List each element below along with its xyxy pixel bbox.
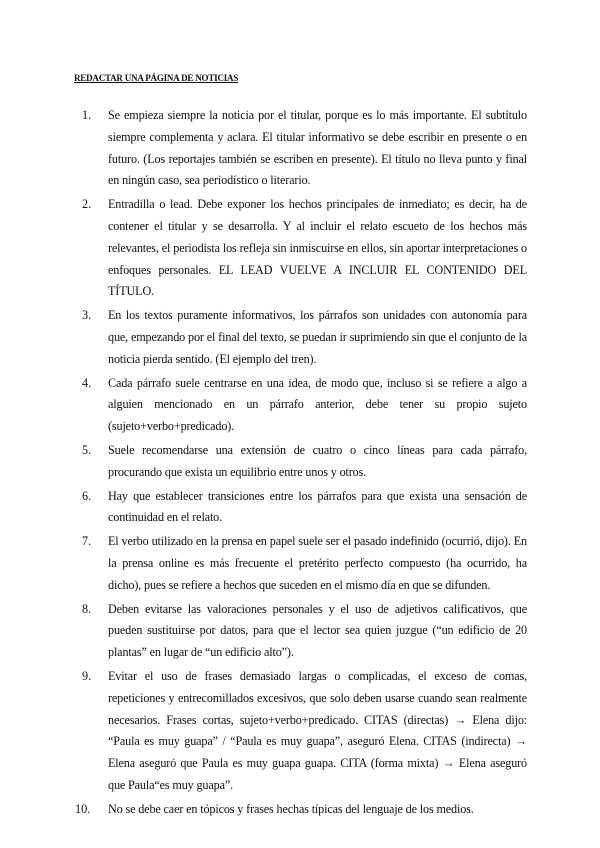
item-number: 9. [82,668,92,683]
item-text: Deben evitarse las valoraciones personales y el uso de adjetivos calificativos, que pueden sustituirse por datos, para que el lector sea quien juzgue (“un edificio de 20 plantas” en lugar de “un edificio alto”). [108,601,527,660]
item-text: El verbo utilizado en la prensa en papel suele ser el pasado indefinido (ocurrió, dijo). En la prensa online es más frecuente el pretérito perfecto compuesto (ha ocurrido, ha dicho), pues se refiere a hechos que suceden en el mismo día en que se difunden. [108,534,527,592]
item-number: 10. [75,801,91,816]
item-number: 1. [82,108,92,122]
list-item [82,599,527,664]
list-item [82,305,527,370]
item-text: Entradilla o lead. Debe exponer los hechos principales de inmediato; es decir, ha de contener el titular y se desarrolla. Y al incluir el relato escueto de los hechos más relevantes, el periodista los refleja sin inmiscuirse en ellos, sin aportar interpretaciones o enfoques personales. EL LEAD VUELVE A INCLUIR EL CONTENIDO DEL TÍTULO. [108,197,527,299]
item-number: 3. [82,308,92,323]
item-text: Evitar el uso de frases demasiado largas o complicadas, el exceso de comas, repeticiones y entrecomillados excesivos, que solo deben usarse cuando sean realmente necesarios. Frases cortas, sujeto+verbo+predicado. CITAS (directas) → Elena dijo: “Paula es muy guapa” / “Paula es muy guapa”, aseguró Elena. CITAS (indirecta) → Elena aseguró que Paula es muy guapa guapa. CITA (forma mixta) → Elena aseguró que Paula“es muy guapa”. [108,668,527,792]
item-text: Cada párrafo suele centrarse en una idea, de modo que, incluso si se refiere a algo a alguien mencionado en un párrafo anterior, debe tener su propio sujeto (sujeto+verbo+predicado). [108,375,527,434]
list-item [82,373,527,438]
item-number: 7. [82,534,92,549]
item-text: No se debe caer en tópicos y frases hechas típicas del lenguaje de los medios. [108,801,474,816]
item-text: Se empieza siempre la noticia por el titular, porque es lo más importante. El subtítulo siempre complementa y aclara. El titular informativo se debe escribir en presente o en futuro. (Los reportajes también se escriben en presente). El título no lleva punto y final en ningún caso, sea periodístico o literario. [108,108,527,188]
list-item [82,440,527,484]
page-title: REDACTAR UNA PÁGINA DE NOTICIAS [74,73,239,83]
list-item [75,799,527,821]
item-number: 2. [82,197,92,212]
item-text: Hay que establecer transiciones entre los párrafos para que exista una sensación de continuidad en el relato. [108,488,527,525]
item-number: 4. [82,375,92,390]
item-number: 5. [82,442,92,457]
list-item [82,531,527,596]
item-text: En los textos puramente informativos, los párrafos son unidades con autonomía para que, empezando por el final del texto, se puedan ir suprimiendo sin que el conjunto de la noticia pierda sentido. (El ejemplo del tren). [108,308,527,366]
list-item [82,105,527,192]
numbered-list [75,105,527,823]
item-number: 8. [82,601,92,616]
item-number: 6. [82,488,92,503]
list-item [82,666,527,797]
item-text: Suele recomendarse una extensión de cuatro o cinco líneas para cada párrafo, procurando que exista un equilibrio entre unos y otros. [108,442,527,479]
list-item [82,486,527,530]
list-item [82,194,527,303]
